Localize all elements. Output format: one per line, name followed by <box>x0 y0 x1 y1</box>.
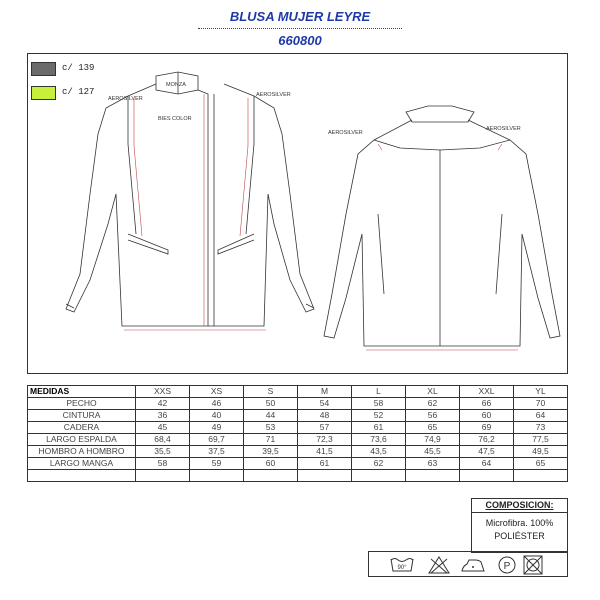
measurement-value: 77,5 <box>514 434 568 446</box>
document-title: BLUSA MUJER LEYRE <box>229 9 371 24</box>
measurement-value <box>298 470 352 482</box>
brand-tag: MONZA <box>166 82 186 88</box>
back-view-jacket <box>324 106 560 346</box>
size-header: XL <box>406 386 460 398</box>
size-header: XXS <box>136 386 190 398</box>
color-label-lime: c/ 127 <box>62 87 95 97</box>
measurement-value: 57 <box>298 422 352 434</box>
measurement-value: 69,7 <box>190 434 244 446</box>
composition-material: POLIÉSTER <box>494 531 545 541</box>
back-left-aerosilver-tag: AEROSILVER <box>328 130 363 136</box>
table-row <box>28 446 568 458</box>
measurement-value: 73,6 <box>352 434 406 446</box>
measurement-value: 72,3 <box>298 434 352 446</box>
size-header: M <box>298 386 352 398</box>
color-label-grey: c/ 139 <box>62 63 95 73</box>
measurement-value: 69 <box>460 422 514 434</box>
title-divider <box>198 28 402 29</box>
no-tumble-dry-icon <box>522 555 544 575</box>
measurement-label: PECHO <box>28 398 136 410</box>
measurement-value: 45,5 <box>406 446 460 458</box>
measurement-value: 50 <box>244 398 298 410</box>
measurements-table <box>27 385 568 482</box>
measurement-value: 37,5 <box>190 446 244 458</box>
drawing-frame <box>27 53 568 374</box>
measurement-value: 63 <box>406 458 460 470</box>
measurement-value: 52 <box>352 410 406 422</box>
measurement-value <box>514 470 568 482</box>
measurement-value: 42 <box>136 398 190 410</box>
measurement-value <box>190 470 244 482</box>
measurement-value: 53 <box>244 422 298 434</box>
measurement-value: 60 <box>460 410 514 422</box>
measurement-value: 66 <box>460 398 514 410</box>
size-header: YL <box>514 386 568 398</box>
iron-icon <box>459 555 487 575</box>
measurement-value: 71 <box>244 434 298 446</box>
measurement-value: 64 <box>514 410 568 422</box>
measurement-label: LARGO MANGA <box>28 458 136 470</box>
measurement-value: 45 <box>136 422 190 434</box>
measurement-value: 59 <box>190 458 244 470</box>
size-header: L <box>352 386 406 398</box>
measurement-value: 62 <box>352 458 406 470</box>
measurement-value: 49 <box>190 422 244 434</box>
measurement-value <box>136 470 190 482</box>
table-row <box>28 458 568 470</box>
measurement-value: 68,4 <box>136 434 190 446</box>
composition-box <box>471 498 568 553</box>
measurement-label: HOMBRO A HOMBRO <box>28 446 136 458</box>
table-row <box>28 410 568 422</box>
measurement-value: 47,5 <box>460 446 514 458</box>
size-header: S <box>244 386 298 398</box>
measurement-value: 44 <box>244 410 298 422</box>
measurement-value: 65 <box>406 422 460 434</box>
measurement-value: 36 <box>136 410 190 422</box>
table-row <box>28 398 568 410</box>
bies-color-tag: BIES COLOR <box>158 116 192 122</box>
measurement-value: 61 <box>352 422 406 434</box>
wash-90-icon <box>389 555 415 575</box>
measurement-value: 39,5 <box>244 446 298 458</box>
product-code: 660800 <box>278 33 322 48</box>
measurement-value: 64 <box>460 458 514 470</box>
garment-technical-drawing <box>28 54 569 375</box>
measurement-value: 62 <box>406 398 460 410</box>
measurement-value <box>460 470 514 482</box>
measurement-value: 54 <box>298 398 352 410</box>
measurement-value: 60 <box>244 458 298 470</box>
measurements-header-label: MEDIDAS <box>28 386 136 398</box>
measurement-value: 43,5 <box>352 446 406 458</box>
back-right-aerosilver-tag: AEROSILVER <box>486 126 521 132</box>
measurement-value: 58 <box>136 458 190 470</box>
measurement-value: 41,5 <box>298 446 352 458</box>
measurement-label: CADERA <box>28 422 136 434</box>
professional-dry-clean-icon <box>496 555 518 575</box>
measurement-value: 46 <box>190 398 244 410</box>
no-bleach-icon <box>427 555 451 575</box>
measurement-label: LARGO ESPALDA <box>28 434 136 446</box>
size-header: XXL <box>460 386 514 398</box>
measurement-value: 73 <box>514 422 568 434</box>
measurement-value: 56 <box>406 410 460 422</box>
measurement-value: 48 <box>298 410 352 422</box>
front-view-jacket <box>66 72 314 326</box>
measurement-value <box>352 470 406 482</box>
front-right-aerosilver-tag: AEROSILVER <box>256 92 291 98</box>
measurement-value: 70 <box>514 398 568 410</box>
table-header-row <box>28 386 568 398</box>
measurement-value: 49,5 <box>514 446 568 458</box>
table-row <box>28 434 568 446</box>
measurement-value: 58 <box>352 398 406 410</box>
size-header: XS <box>190 386 244 398</box>
measurement-value: 65 <box>514 458 568 470</box>
measurement-value: 61 <box>298 458 352 470</box>
care-instructions <box>368 551 568 577</box>
measurement-value <box>244 470 298 482</box>
measurement-label <box>28 470 136 482</box>
table-row <box>28 470 568 482</box>
measurement-label: CINTURA <box>28 410 136 422</box>
measurement-value: 74,9 <box>406 434 460 446</box>
measurement-value: 40 <box>190 410 244 422</box>
composition-fabric: Microfibra. 100% <box>485 518 554 528</box>
measurement-value <box>406 470 460 482</box>
table-row <box>28 422 568 434</box>
front-left-aerosilver-tag: AEROSILVER <box>108 96 143 102</box>
measurement-value: 76,2 <box>460 434 514 446</box>
svg-text:P: P <box>503 561 511 572</box>
wash-temperature: 90° <box>397 565 407 571</box>
composition-title: COMPOSICION: <box>472 499 567 513</box>
measurement-value: 35,5 <box>136 446 190 458</box>
